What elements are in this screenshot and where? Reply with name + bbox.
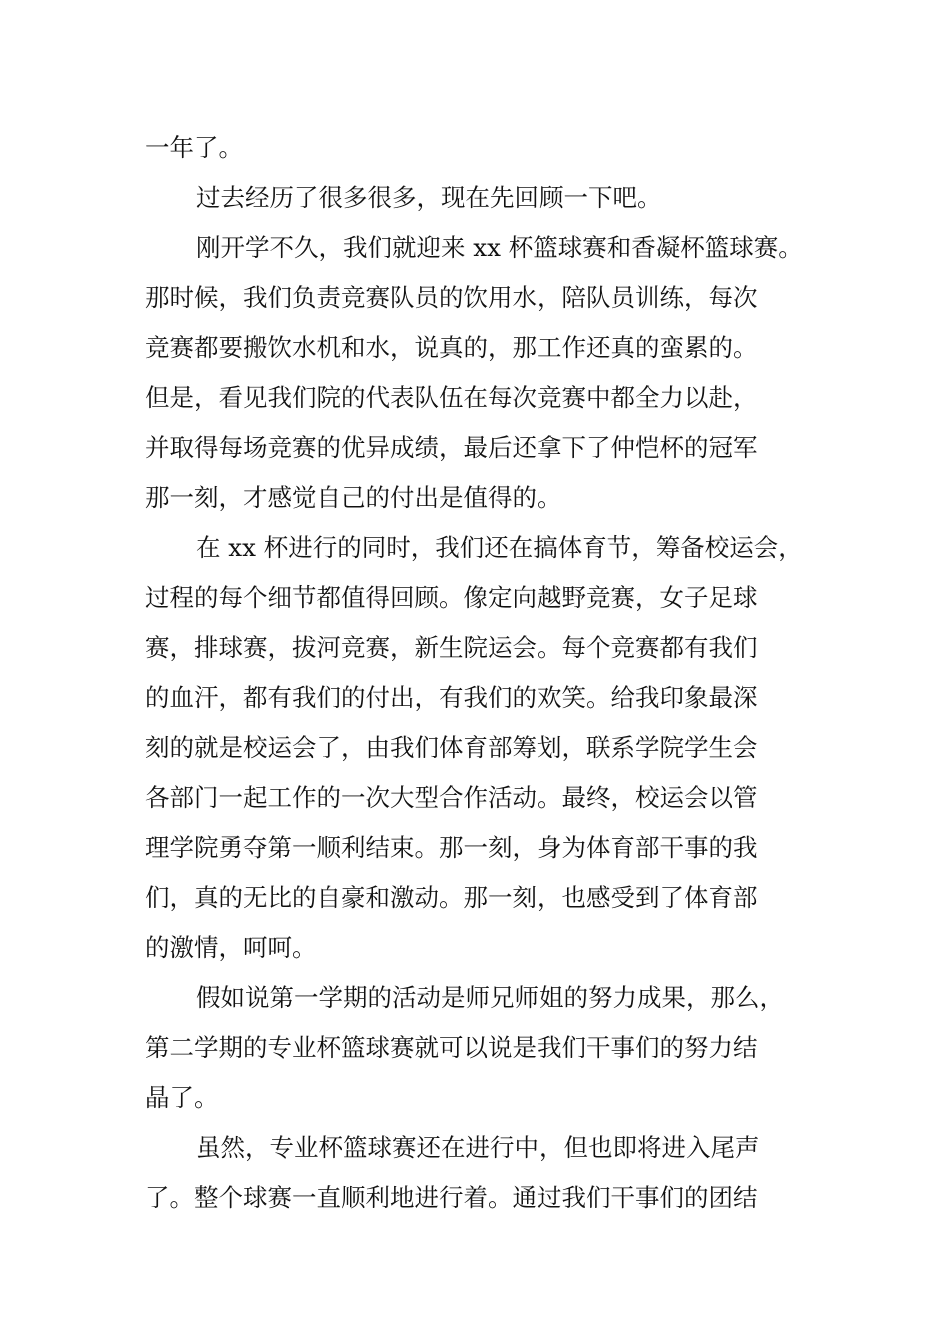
text-line: 在 xx 杯进行的同时，我们还在搞体育节，筹备校运会， — [196, 533, 803, 562]
text-line: 过去经历了很多很多，现在先回顾一下吧。 — [196, 183, 662, 212]
text-line: 晶了。 — [145, 1083, 219, 1112]
text-line: 了。整个球赛一直顺利地进行着。通过我们干事们的团结 — [145, 1183, 758, 1212]
text-line: 第二学期的专业杯篮球赛就可以说是我们干事们的努力结 — [145, 1033, 758, 1062]
text-line: 那时候，我们负责竞赛队员的饮用水，陪队员训练，每次 — [145, 283, 758, 312]
text-line: 竞赛都要搬饮水机和水，说真的，那工作还真的蛮累的。 — [145, 333, 758, 362]
text-line: 理学院勇夺第一顺利结束。那一刻，身为体育部干事的我 — [145, 833, 758, 862]
text-line: 刻的就是校运会了，由我们体育部筹划，联系学院学生会 — [145, 733, 758, 762]
text-line: 虽然，专业杯篮球赛还在进行中，但也即将进入尾声 — [196, 1133, 760, 1162]
text-line: 刚开学不久，我们就迎来 xx 杯篮球赛和香凝杯篮球赛。 — [196, 233, 803, 262]
text-line: 的血汗，都有我们的付出，有我们的欢笑。给我印象最深 — [145, 683, 758, 712]
text-line: 假如说第一学期的活动是师兄师姐的努力成果，那么， — [196, 983, 784, 1012]
text-line: 一年了。 — [145, 133, 243, 162]
text-line: 并取得每场竞赛的优异成绩，最后还拿下了仲恺杯的冠军 — [145, 433, 758, 462]
text-line: 但是，看见我们院的代表队伍在每次竞赛中都全力以赴， — [145, 383, 758, 412]
text-line: 的激情，呵呵。 — [145, 933, 317, 962]
text-line: 赛，排球赛，拔河竞赛，新生院运会。每个竞赛都有我们 — [145, 633, 758, 662]
text-line: 们，真的无比的自豪和激动。那一刻，也感受到了体育部 — [145, 883, 758, 912]
text-line: 那一刻，才感觉自己的付出是值得的。 — [145, 483, 562, 512]
text-line: 过程的每个细节都值得回顾。像定向越野竞赛，女子足球 — [145, 583, 758, 612]
text-line: 各部门一起工作的一次大型合作活动。最终，校运会以管 — [145, 783, 758, 812]
